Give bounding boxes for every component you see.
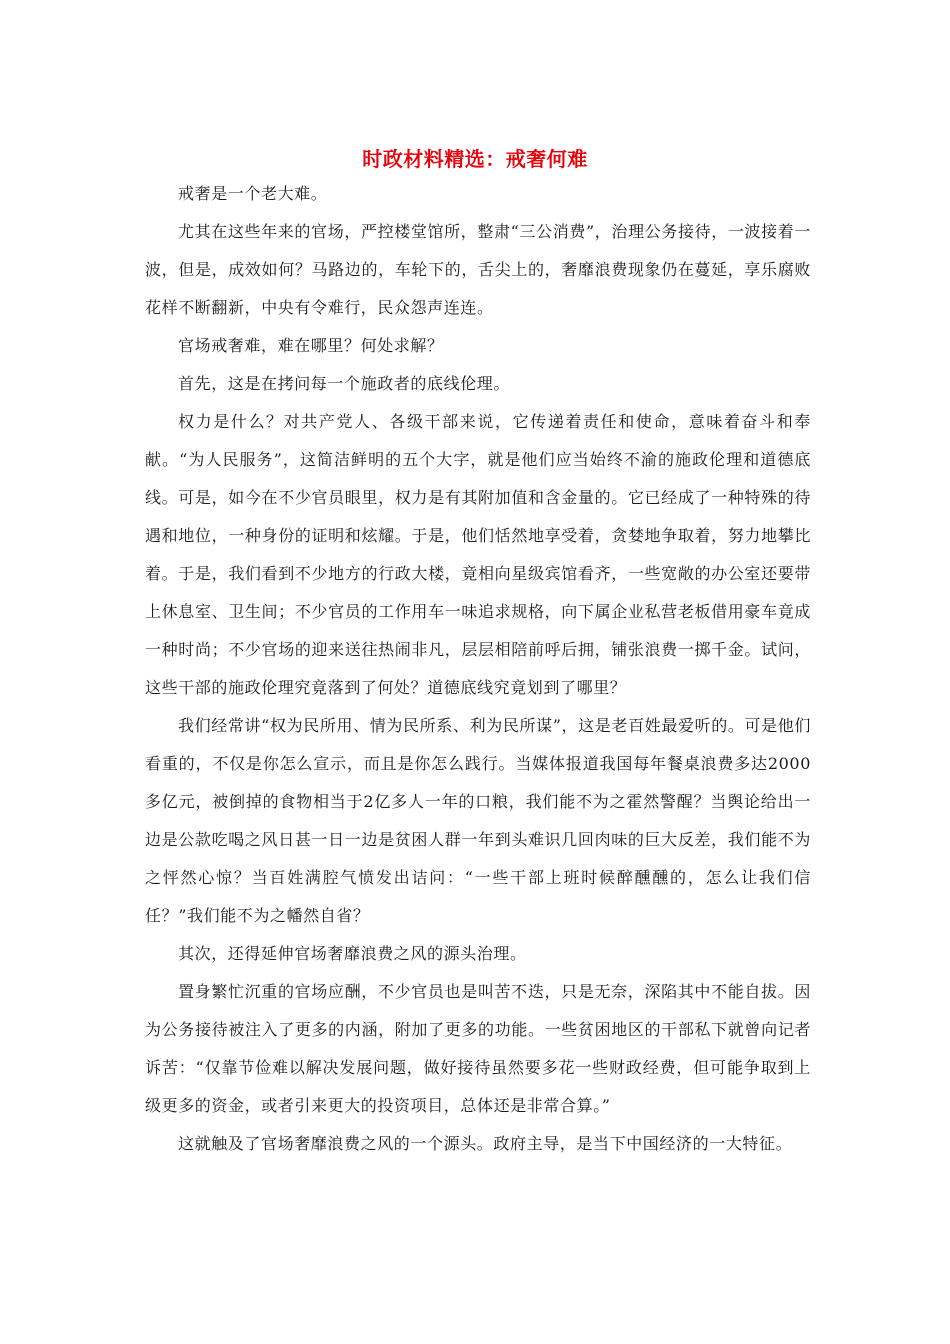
paragraph: 置身繁忙沉重的官场应酬，不少官员也是叫苦不迭，只是无奈，深陷其中不能自拔。因为公务接待被注入了更多的内涵，附加了更多的功能。一些贫困地区的干部私下就曾向记者诉苦：“仅靠节俭难以解决发展问题，做好接待虽然要多花一些财政经费，但可能争取到上级更多的资金，或者引来更大的投资项目，总体还是非常合算。”: [145, 982, 811, 1115]
paragraph: 官场戒奢难，难在哪里？何处求解？: [178, 336, 444, 355]
paragraph: 权力是什么？对共产党人、各级干部来说，它传递着责任和使命，意味着奋斗和奉献。“为人民服务”，这简洁鲜明的五个大字，就是他们应当始终不渝的施政伦理和道德底线。可是，如今在不少官员眼里，权力是有其附加值和含金量的。它已经成了一种特殊的待遇和地位，一种身份的证明和炫耀。于是，他们恬然地享受着，贪婪地争取着，努力地攀比着。于是，我们看到不少地方的行政大楼，竟相向星级宾馆看齐，一些宽敞的办公室还要带上休息室、卫生间；不少官员的工作用车一味追求规格，向下属企业私营老板借用豪车竟成一种时尚；不少官场的迎来送往热闹非凡，层层相陪前呼后拥，铺张浪费一掷千金。试问，这些干部的施政伦理究竟落到了何处？道德底线究竟划到了哪里？: [145, 412, 811, 697]
paragraph: 我们经常讲“权为民所用、情为民所系、利为民所谋”，这是老百姓最爱听的。可是他们看重的，不仅是你怎么宣示，而且是你怎么践行。当媒体报道我国每年餐桌浪费多达2000多亿元，被倒掉的食物相当于2亿多人一年的口粮，我们能不为之霍然警醒？当舆论给出一边是公款吃喝之风日甚一日一边是贫困人群一年到头难识几回肉味的巨大反差，我们能不为之怦然心惊？当百姓满腔气愤发出诘问：“一些干部上班时候醉醺醺的，怎么让我们信任？”我们能不为之幡然自省？: [145, 716, 811, 925]
paragraph: 尤其在这些年来的官场，严控楼堂馆所，整肃“三公消费”，治理公务接待，一波接着一波，但是，成效如何？马路边的，车轮下的，舌尖上的，奢靡浪费现象仍在蔓延，享乐腐败花样不断翻新，中央有令难行，民众怨声连连。: [145, 222, 811, 317]
document-body: [145, 175, 811, 1163]
paragraph: 首先，这是在拷问每一个施政者的底线伦理。: [178, 374, 511, 393]
paragraph: 戒奢是一个老大难。: [178, 184, 328, 203]
document-title: 时政材料精选：戒奢何难: [362, 147, 588, 171]
paragraph: 这就触及了官场奢靡浪费之风的一个源头。政府主导，是当下中国经济的一大特征。: [178, 1134, 793, 1153]
paragraph: 其次，还得延伸官场奢靡浪费之风的源头治理。: [178, 944, 527, 963]
